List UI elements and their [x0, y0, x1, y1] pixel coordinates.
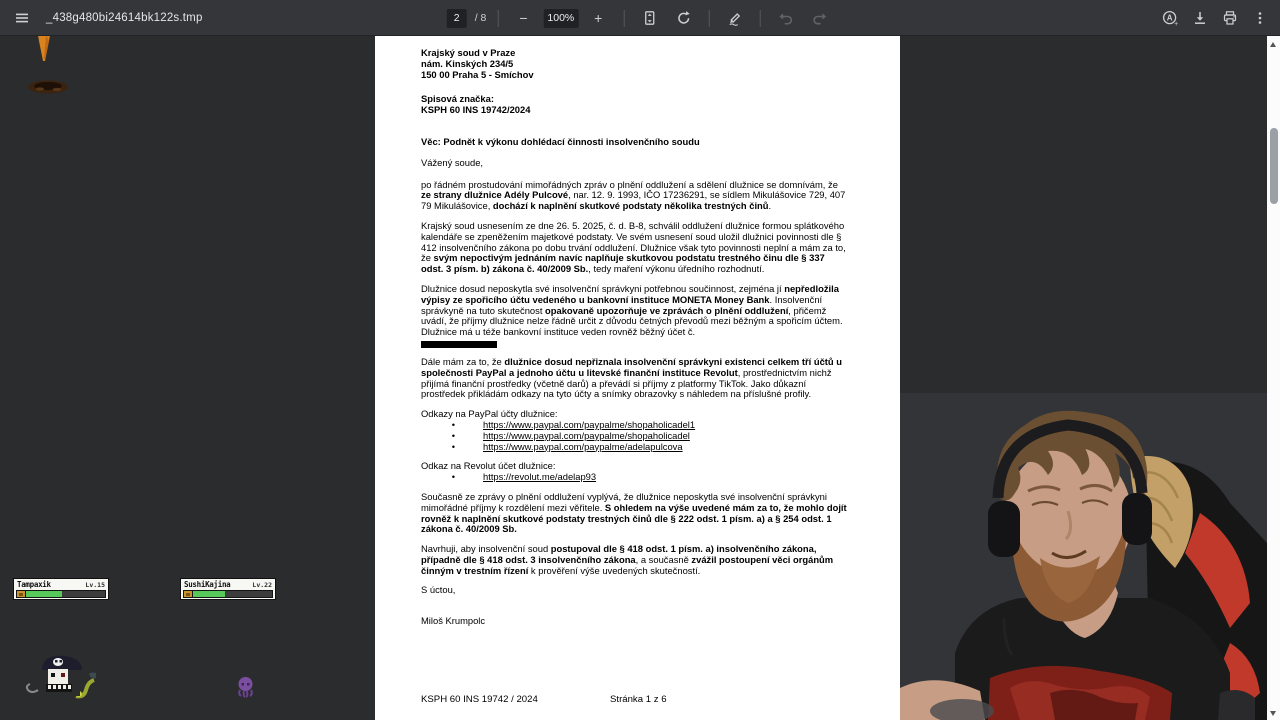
- svg-text:A: A: [1166, 13, 1172, 23]
- redo-icon[interactable]: [805, 4, 833, 32]
- paypal-links-label: Odkazy na PayPal účty dlužnice:: [421, 408, 558, 420]
- zoom-level-value[interactable]: 100%: [543, 9, 578, 28]
- bullet-dot: •: [451, 418, 455, 430]
- document-link[interactable]: https://www.paypal.com/paypalme/shopaholicadel: [483, 429, 690, 441]
- toolbar-divider: [497, 10, 498, 27]
- pdf-toolbar: [0, 0, 1280, 36]
- zoom-in-button[interactable]: +: [584, 4, 612, 32]
- health-fill: [26, 591, 62, 597]
- pdf-viewer-area: [0, 36, 1280, 720]
- zoom-out-button[interactable]: −: [509, 4, 537, 32]
- print-icon[interactable]: [1216, 4, 1244, 32]
- redaction-bar: [421, 341, 497, 348]
- svg-text:+: +: [1173, 20, 1178, 27]
- player-level: Lv.22: [252, 580, 272, 589]
- paragraph-2: Krajský soud usnesením ze dne 26. 5. 2025, č. d. B-8, schválil oddlužení dlužnice formou splátkového kalendáře se zpeněžením majetkové podstaty. Ve svém usnesení soud uložil dlužnici povinnosti dle § 412 insolvenčního zákona po dobu trvání oddlužení. Dlužnice však tyto povinnosti neplní a mám za to, že svým nepoctivým jednáním navíc naplňuje skutkovou podstatu trestného činu dle § 337 odst. 3 písm. b) zákona č. 40/2009 Sb., tedy maření výkonu úředního rozhodnutí.: [421, 219, 846, 275]
- bullet-item: [421, 472, 848, 483]
- player-level: Lv.15: [85, 580, 105, 589]
- burrow-sprite: [27, 78, 69, 99]
- annotate-pen-icon[interactable]: [720, 4, 748, 32]
- health-bar: [183, 590, 273, 598]
- document-filename: _438g480bi24614bk122s.tmp: [46, 12, 203, 24]
- pirate-skeleton-sprite: [24, 654, 96, 707]
- text-annotation-icon[interactable]: [1156, 4, 1184, 32]
- fit-page-icon[interactable]: [635, 4, 663, 32]
- scroll-up-arrow-icon[interactable]: [1270, 42, 1276, 47]
- scroll-down-arrow-icon[interactable]: [1270, 711, 1276, 716]
- undo-icon[interactable]: [771, 4, 799, 32]
- scrollbar-thumb[interactable]: [1270, 128, 1278, 204]
- menu-icon[interactable]: [8, 4, 36, 32]
- subject-line: Věc: Podnět k výkonu dohlédací činnosti insolvenčního soudu: [421, 135, 700, 147]
- more-options-icon[interactable]: [1246, 4, 1274, 32]
- paragraph-6: Navrhuji, aby insolvenční soud postupoval dle § 418 odst. 1 písm. a) insolvenčního zákona, případně dle § 418 odst. 3 insolvenčního zákona, a současně zvážil postoupení věci orgánům činným v trestním řízení k prověření výše uvedených skutečností.: [421, 543, 834, 576]
- page-footer: [421, 694, 851, 705]
- document-link[interactable]: https://www.paypal.com/paypalme/shopaholicadel1: [483, 418, 696, 430]
- toolbar-divider: [623, 10, 624, 27]
- page-count-label: / 8: [474, 12, 487, 24]
- bullet-dot: •: [451, 471, 455, 483]
- paragraph-3: Dlužnice dosud neposkytla své insolvenční správkyni potřebnou součinnost, zejména jí nepředložila výpisy ze spořicího účtu vedeného u bankovní instituce MONETA Money Bank. Insolvenční správkyně na tuto skutečnost opakovaně upozorňuje ve zprávách o plnění oddlužení, přičemž uvádí, že příjmy dlužnice nelze řádně určit z důvodu četných převodů mezi běžným a spořicím účtem. Dlužnice má u téže bankovní instituce veden rovněž běžný účet č.: [421, 284, 848, 348]
- document-page: [375, 36, 900, 720]
- streamer-webcam: [900, 393, 1267, 720]
- nameplate-tampaxik: [13, 578, 109, 600]
- paragraph-1: po řádném prostudování mimořádných zpráv o plnění oddlužení a sdělení dlužnice se domnívám, že ze strany dlužnice Adély Pulcové, nar. 12. 9. 1993, IČO 17236291, se sídlem Mikulášovice 729, 407 79 Mikulášovice, dochází k naplnění skutkové podstaty několika trestných činů.: [421, 178, 846, 212]
- paragraph-4: Dále mám za to, že dlužnice dosud nepřiznala insolvenční správkyni existenci celkem tří účtů u společnosti PayPal a jednoho účtu u litevské finanční instituce Revolut, prostřednictvím nichž přijímá finanční prostředky (včetně darů) a převádí si příjmy z platformy TikTok. Jako důkazní prostředek přikládám odkazy na tyto účty a snímky obrazovky s náhledem na příslušné profily.: [421, 355, 842, 400]
- revolut-link-label: Odkaz na Revolut účet dlužnice:: [421, 460, 556, 472]
- salutation: Vážený soude,: [421, 156, 484, 168]
- revolut-link: [421, 472, 848, 483]
- court-address-block: Krajský soud v Praze nám. Kinských 234/5 150 00 Praha 5 - Smíchov: [421, 47, 534, 80]
- paypal-links: [421, 420, 848, 452]
- document-link[interactable]: https://revolut.me/adelap93: [483, 471, 597, 483]
- toolbar-divider: [708, 10, 709, 27]
- document-body: [421, 48, 848, 627]
- health-bar: [16, 590, 106, 598]
- player-name: SushiKajina: [184, 580, 231, 589]
- bullet-item: [421, 431, 848, 442]
- bullet-dot: •: [451, 440, 455, 452]
- bullet-dot: •: [451, 429, 455, 441]
- vertical-scrollbar: [1267, 36, 1280, 720]
- page-number-input[interactable]: [447, 9, 467, 28]
- player-name: Tampaxik: [17, 580, 51, 589]
- bullet-item: [421, 442, 848, 453]
- case-number-block: Spisová značka: KSPH 60 INS 19742/2024: [421, 93, 531, 116]
- toolbar-divider: [759, 10, 760, 27]
- nameplate-sushikajina: [180, 578, 276, 600]
- paragraph-5: Současně ze zprávy o plnění oddlužení vyplývá, že dlužnice neposkytla své insolvenční správkyni mimořádné příjmy k rozdělení mezi věřitele. S ohledem na výše uvedené mám za to, že mohlo dojít rovněž k naplnění skutkové podstaty trestných činů dle § 222 odst. 1 písm. a) a § 254 odst. 1 zákona č. 40/2009 Sb.: [421, 490, 847, 535]
- document-link[interactable]: https://www.paypal.com/paypalme/adelapulcova: [483, 440, 683, 452]
- download-icon[interactable]: [1186, 4, 1214, 32]
- coin-emblem-icon: [17, 591, 26, 597]
- closing: S úctou,: [421, 584, 456, 596]
- signature: Miloš Krumpolc: [421, 615, 486, 627]
- footer-case-number: KSPH 60 INS 19742 / 2024: [421, 694, 538, 705]
- octopus-sprite: [237, 676, 254, 703]
- footer-page-indicator: Stránka 1 z 6: [610, 694, 667, 705]
- rotate-icon[interactable]: [669, 4, 697, 32]
- coin-emblem-icon: [184, 591, 193, 597]
- health-fill: [193, 591, 225, 597]
